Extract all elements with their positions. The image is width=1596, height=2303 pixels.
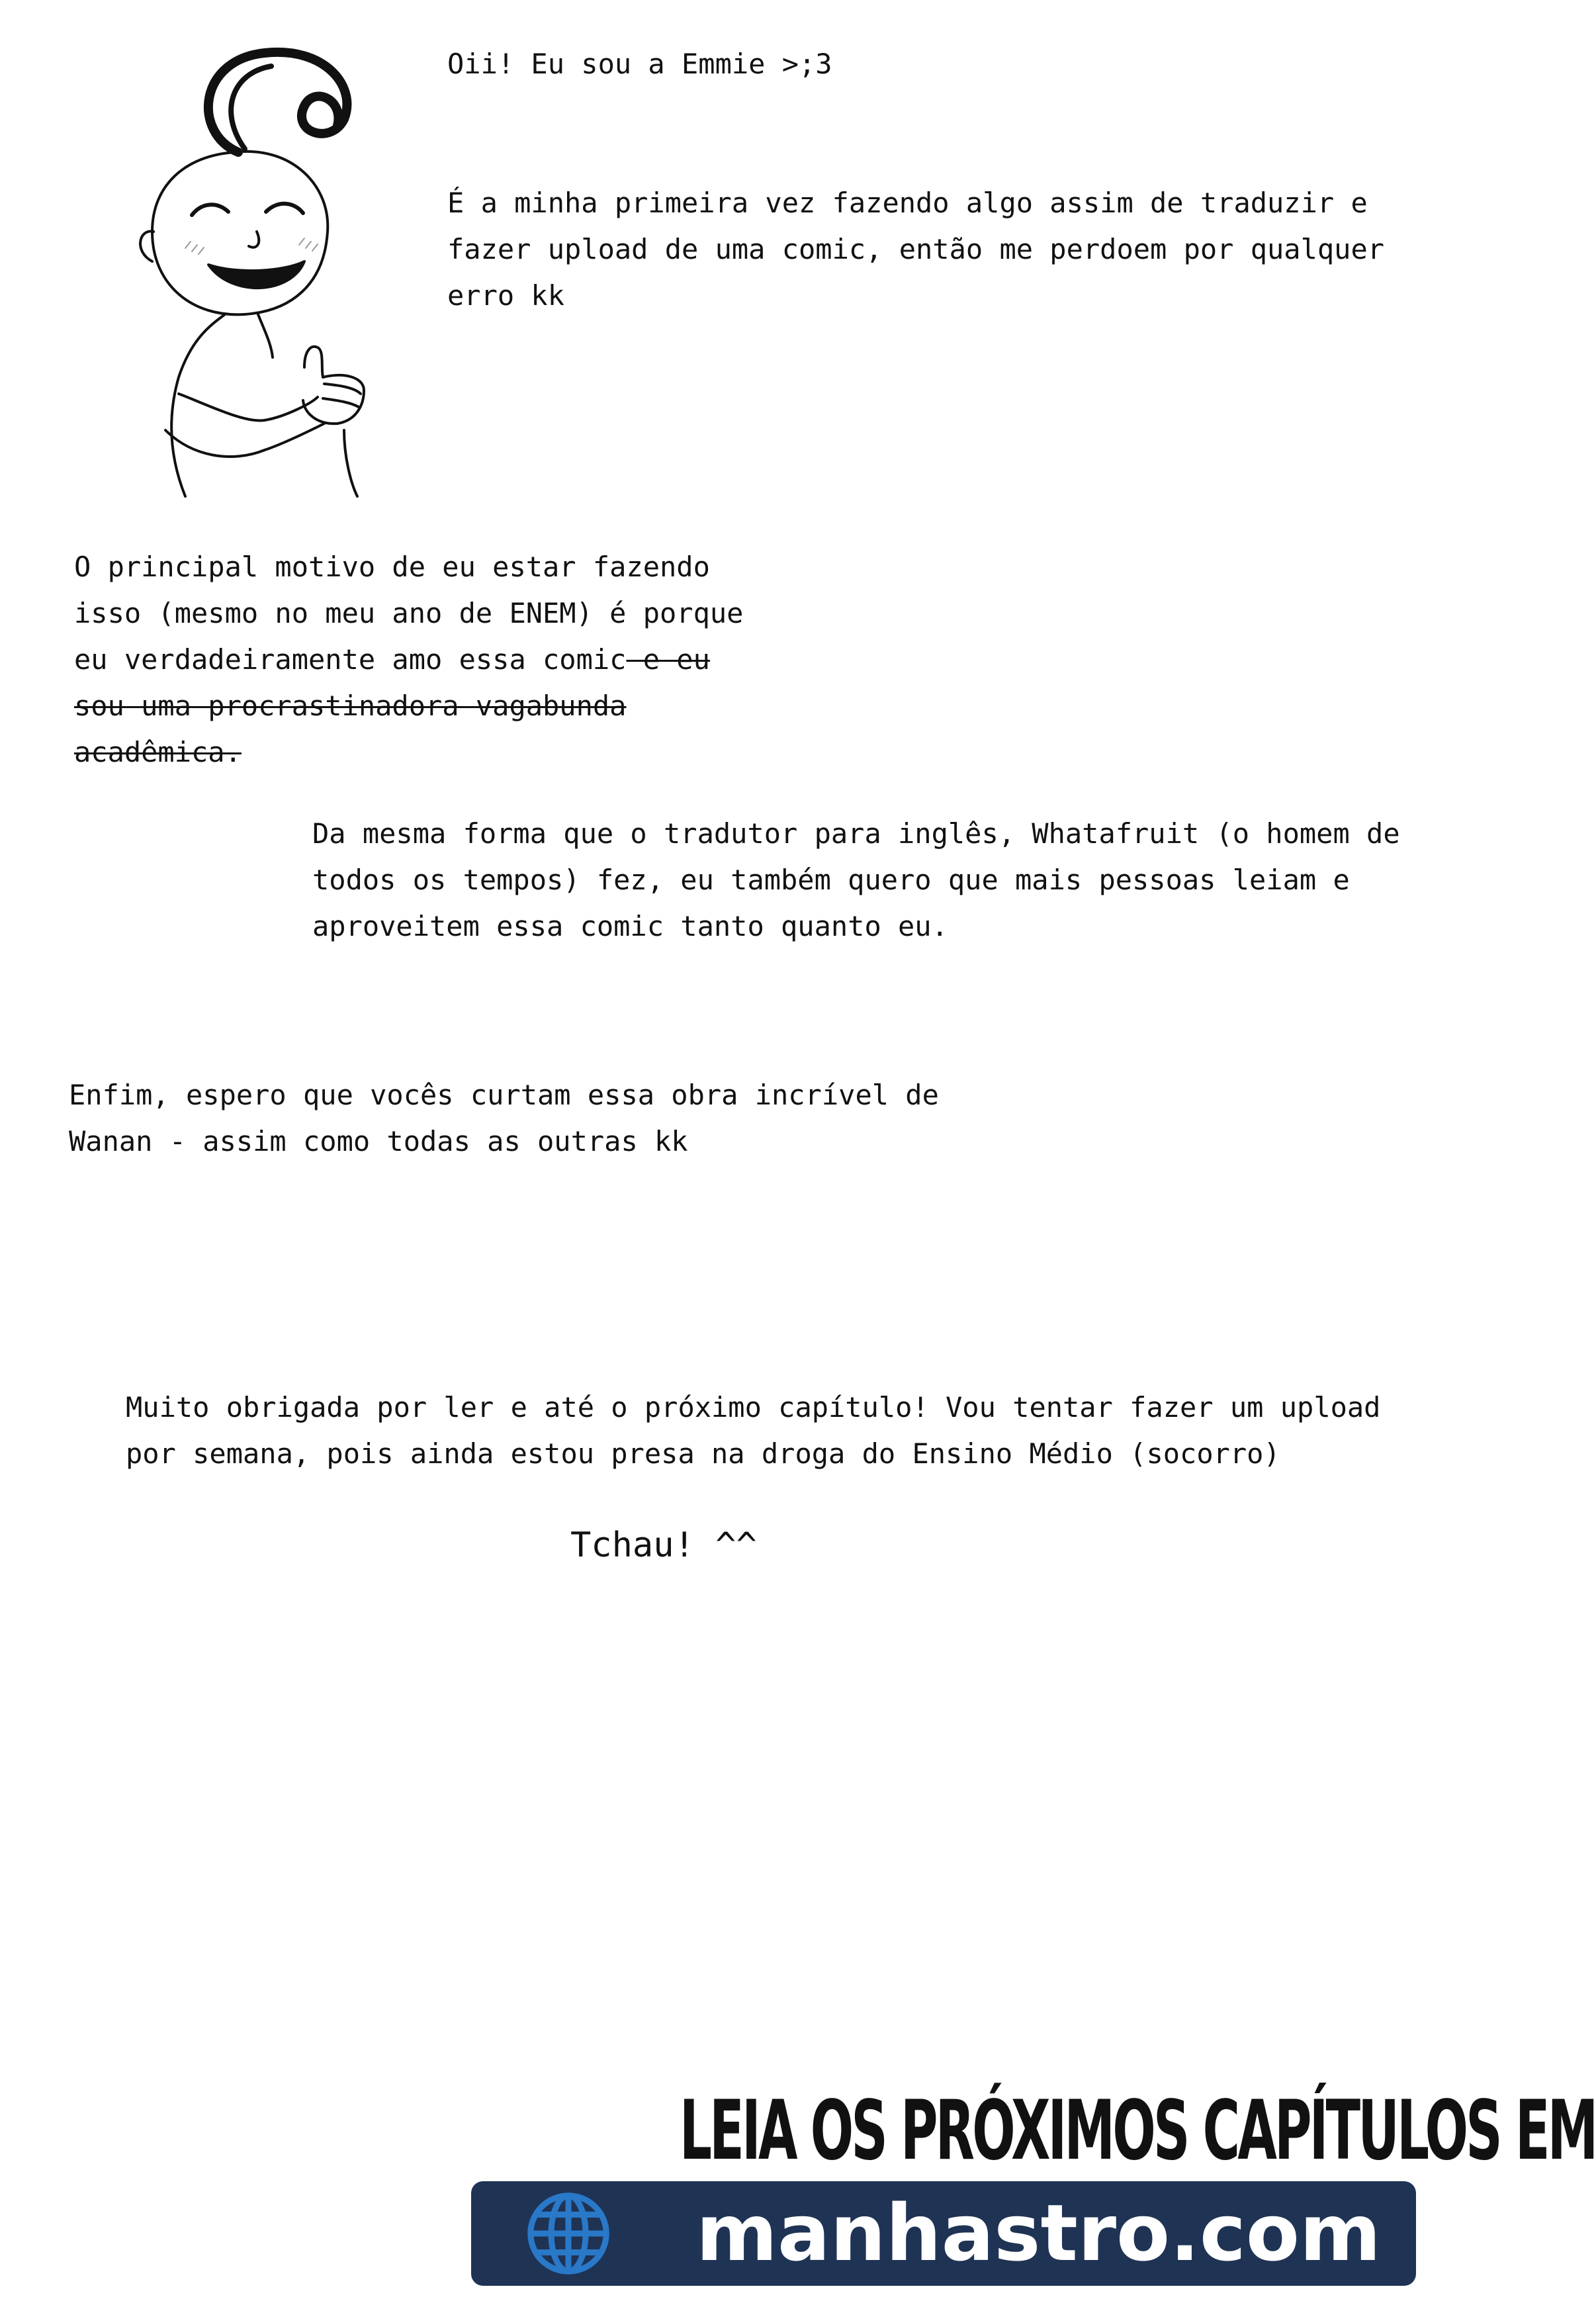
site-name: manhastro.com xyxy=(696,2187,1381,2279)
greeting-text: Oii! Eu sou a Emmie >;3 xyxy=(447,48,832,80)
site-banner[interactable] xyxy=(471,2181,1416,2286)
thanks-note-text: Muito obrigada por ler e até o próximo capítulo! Vou tentar fazer um upload por semana, pois ainda estou presa na droga do Ensino Médio (socorro) xyxy=(126,1391,1381,1470)
globe-icon xyxy=(525,2190,611,2277)
motive-text: O principal motivo de eu estar fazendo isso (mesmo no meu ano de ENEM) é porque eu verdadeiramente amo essa comic xyxy=(74,551,744,676)
cta-heading: LEIA OS PRÓXIMOS CAPÍTULOS EM xyxy=(680,2083,1596,2179)
character-illustration xyxy=(93,33,384,523)
main-motive-text xyxy=(74,544,743,776)
first-time-text: É a minha primeira vez fazendo algo assim de traduzir e fazer upload de uma comic, então me perdoem por qualquer erro kk xyxy=(447,187,1385,312)
enjoy-note-text: Enfim, espero que vocês curtam essa obra incrível de Wanan - assim como todas as outras kk xyxy=(69,1079,939,1157)
struck-text: e eu sou uma procrastinadora vagabunda acadêmica. xyxy=(74,643,710,768)
farewell-text: Tchau! ^^ xyxy=(570,1525,757,1565)
translator-note-text: Da mesma forma que o tradutor para inglês, Whatafruit (o homem de todos os tempos) fez, eu também quero que mais pessoas leiam e aproveitem essa comic tanto quanto eu. xyxy=(312,817,1400,942)
